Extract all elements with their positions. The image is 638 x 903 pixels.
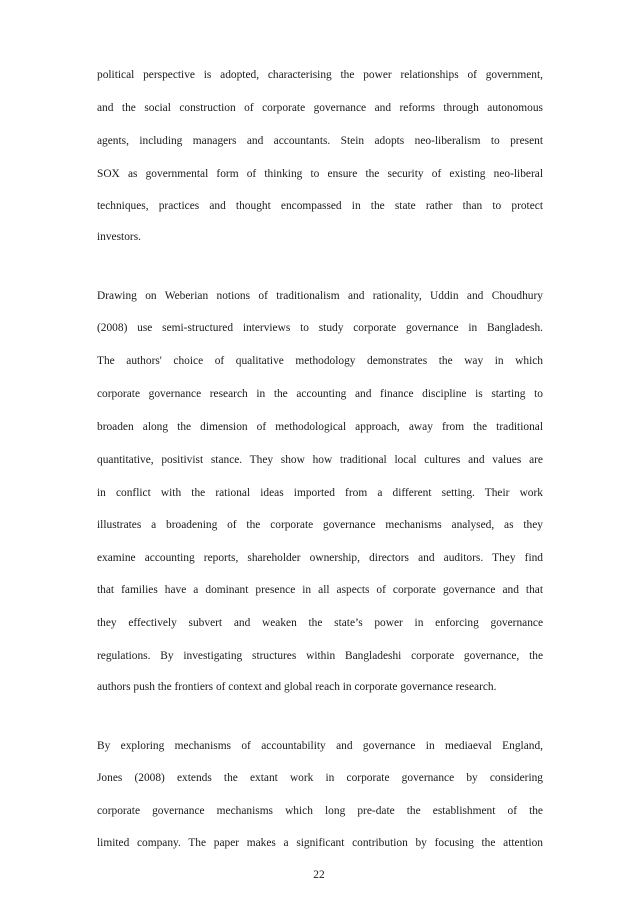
- paragraph-line: SOX as governmental form of thinking to ensure the security of existing neo-liberal: [97, 168, 543, 180]
- paragraph-line: corporate governance research in the accounting and finance discipline is starting to: [97, 388, 543, 400]
- paragraph-line: (2008) use semi-structured interviews to study corporate governance in Bangladesh.: [97, 322, 543, 334]
- paragraph-line: and the social construction of corporate governance and reforms through autonomous: [97, 102, 543, 114]
- paragraph-line: that families have a dominant presence in all aspects of corporate governance and that: [97, 584, 543, 596]
- paragraph-line: examine accounting reports, shareholder ownership, directors and auditors. They find: [97, 552, 543, 564]
- paragraph-line: they effectively subvert and weaken the state’s power in enforcing governance: [97, 617, 543, 629]
- paragraph-line: The authors' choice of qualitative methodology demonstrates the way in which: [97, 355, 543, 367]
- paragraph-line: political perspective is adopted, characterising the power relationships of government,: [97, 69, 543, 81]
- paragraph-line: agents, including managers and accountants. Stein adopts neo-liberalism to present: [97, 135, 543, 147]
- paragraph-line: Jones (2008) extends the extant work in corporate governance by considering: [97, 772, 543, 784]
- paragraph-line: By exploring mechanisms of accountability and governance in mediaeval England,: [97, 740, 543, 752]
- paragraph-line: broaden along the dimension of methodological approach, away from the traditional: [97, 421, 543, 433]
- page-number: 22: [313, 869, 325, 881]
- paragraph-line: illustrates a broadening of the corporate governance mechanisms analysed, as they: [97, 519, 543, 531]
- paragraph-line: quantitative, positivist stance. They show how traditional local cultures and values are: [97, 454, 543, 466]
- paragraph-line: techniques, practices and thought encompassed in the state rather than to protect: [97, 200, 543, 212]
- paragraph-line: limited company. The paper makes a significant contribution by focusing the attention: [97, 837, 543, 849]
- paragraph-line: authors push the frontiers of context and global reach in corporate governance research.: [97, 681, 497, 693]
- paragraph-line: Drawing on Weberian notions of traditionalism and rationality, Uddin and Choudhury: [97, 290, 543, 302]
- paragraph-line: regulations. By investigating structures within Bangladeshi corporate governance, the: [97, 650, 543, 662]
- paragraph-line: investors.: [97, 231, 141, 243]
- paragraph-line: corporate governance mechanisms which long pre-date the establishment of the: [97, 805, 543, 817]
- paragraph-line: in conflict with the rational ideas imported from a different setting. Their work: [97, 487, 543, 499]
